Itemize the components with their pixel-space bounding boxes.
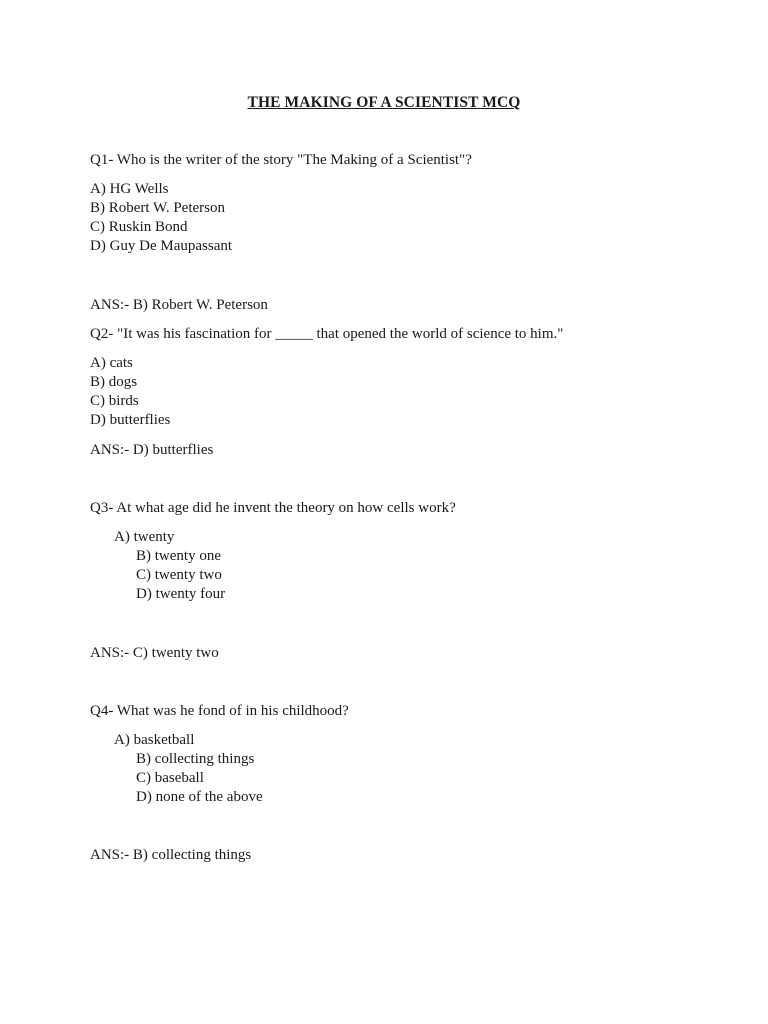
question-1-option-c: C) Ruskin Bond [90, 219, 188, 235]
question-4-text: Q4- What was he fond of in his childhood? [90, 703, 349, 719]
question-2-text: Q2- "It was his fascination for _____ that opened the world of science to him." [90, 326, 564, 342]
question-3-answer: ANS:- C) twenty two [90, 645, 219, 661]
question-1-text: Q1- Who is the writer of the story "The Making of a Scientist"? [90, 152, 472, 168]
question-4-option-d: D) none of the above [136, 789, 263, 805]
question-3-text: Q3- At what age did he invent the theory on how cells work? [90, 500, 456, 516]
question-3-option-b: B) twenty one [136, 548, 221, 564]
document-title: THE MAKING OF A SCIENTIST MCQ [247, 94, 521, 111]
question-2-answer: ANS:- D) butterflies [90, 442, 214, 458]
question-3-option-a: A) twenty [114, 529, 175, 545]
question-4-option-a: A) basketball [114, 732, 195, 748]
question-4-option-b: B) collecting things [136, 751, 255, 767]
question-2-option-d: D) butterflies [90, 412, 171, 428]
question-2-option-c: C) birds [90, 393, 139, 409]
question-1-option-b: B) Robert W. Peterson [90, 200, 225, 216]
question-1-option-a: A) HG Wells [90, 181, 169, 197]
question-3-option-d: D) twenty four [136, 586, 226, 602]
question-3-option-c: C) twenty two [136, 567, 222, 583]
question-4-option-c: C) baseball [136, 770, 204, 786]
question-2-option-a: A) cats [90, 355, 133, 371]
question-1-option-d: D) Guy De Maupassant [90, 238, 233, 254]
question-2-option-b: B) dogs [90, 374, 138, 390]
question-1-answer: ANS:- B) Robert W. Peterson [90, 297, 268, 313]
question-4-answer: ANS:- B) collecting things [90, 847, 252, 863]
